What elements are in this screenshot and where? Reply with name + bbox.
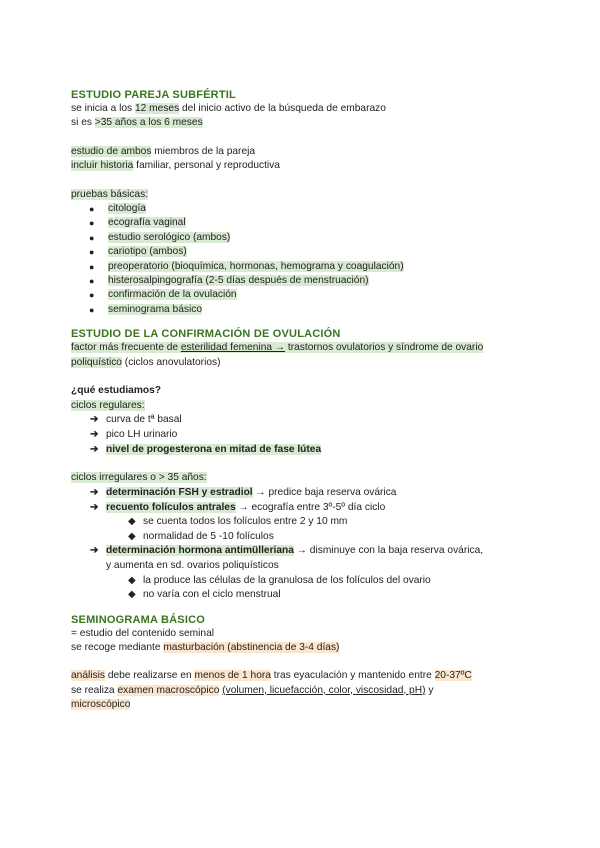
- list-item: ● estudio serológico (ambos): [71, 231, 551, 245]
- arrow-icon: ➔: [90, 443, 99, 455]
- list-item: ● cariotipo (ambos): [71, 245, 551, 259]
- bullet-icon: ●: [89, 276, 95, 287]
- pruebas-label: pruebas básicas:: [71, 188, 149, 200]
- question-heading: ¿qué estudiamos?: [71, 385, 162, 397]
- line-recoge: se recoge mediante masturbación (abstinencia de 3-4 días): [71, 641, 340, 653]
- bullet-icon: ●: [89, 204, 95, 215]
- line-microscopico: microscópico: [71, 699, 131, 711]
- line-examen: se realiza examen macroscópico (volumen, licuefacción, color, viscosidad, pH) y: [71, 684, 434, 696]
- diamond-bullet-icon: ◆: [128, 516, 136, 528]
- list-item: ● seminograma básico: [71, 303, 551, 317]
- list-item: ◆ no varía con el ciclo menstrual: [71, 588, 551, 602]
- list-item: ● citología: [71, 202, 551, 216]
- list-item: ➔ recuento folículos antrales → ecografía entre 3º-5º día ciclo: [71, 501, 551, 516]
- list-item: ● preoperatorio (bioquímica, hormonas, hemograma y coagulación): [71, 260, 551, 274]
- ciclos-regulares-label: ciclos regulares:: [71, 399, 145, 411]
- arrow-icon: ➔: [90, 428, 99, 440]
- section-title-ovulacion: ESTUDIO DE LA CONFIRMACIÓN DE OVULACIÓN: [71, 328, 341, 341]
- ciclos-irregulares-label: ciclos irregulares o > 35 años:: [71, 472, 207, 484]
- list-item: ● histerosalpingografía (2-5 días después de menstruación): [71, 274, 551, 288]
- line-inicio: se inicia a los 12 meses del inicio activo de la búsqueda de embarazo: [71, 103, 386, 114]
- bullet-icon: ●: [89, 247, 95, 258]
- line-contenido: = estudio del contenido seminal: [71, 627, 215, 639]
- pruebas-list: [71, 202, 551, 317]
- list-item: ◆ la produce las células de la granulosa de los folículos del ovario: [71, 574, 551, 588]
- list-item: ◆ normalidad de 5 -10 folículos: [71, 530, 551, 544]
- line-ambos: estudio de ambos miembros de la pareja: [71, 145, 256, 157]
- arrow-icon: ➔: [90, 501, 99, 513]
- list-item: ➔ determinación hormona antimülleriana → disminuye con la baja reserva ovárica,: [71, 544, 551, 559]
- diamond-bullet-icon: ◆: [128, 589, 136, 601]
- list-item: ● confirmación de la ovulación: [71, 288, 551, 302]
- bullet-icon: ●: [89, 232, 95, 243]
- line-mayor-35: si es >35 años a los 6 meses: [71, 117, 203, 129]
- line-analisis: análisis debe realizarse en menos de 1 hora tras eyaculación y mantenido entre 20-37ºC: [71, 670, 472, 682]
- list-item: ➔ determinación FSH y estradiol → predice baja reserva ovárica: [71, 486, 551, 501]
- line-historia: incluir historia familiar, personal y reproductiva: [71, 160, 280, 172]
- bullet-icon: ●: [89, 261, 95, 272]
- list-item: ➔ nivel de progesterona en mitad de fase lútea: [71, 443, 551, 458]
- section-title-pareja: ESTUDIO PAREJA SUBFÉRTIL: [71, 89, 236, 101]
- diamond-bullet-icon: ◆: [128, 574, 136, 586]
- bullet-icon: ●: [89, 218, 95, 229]
- arrow-icon: ➔: [90, 545, 99, 557]
- line-factor: factor más frecuente de esterilidad femenina → trastornos ovulatorios y síndrome de ovario: [71, 342, 484, 354]
- list-item: ◆ se cuenta todos los folículos entre 2 y 10 mm: [71, 515, 551, 529]
- bullet-icon: ●: [89, 290, 95, 301]
- document-page: [71, 88, 551, 713]
- list-item: ➔ curva de tª basal: [71, 413, 551, 428]
- list-item-continuation: y aumenta en sd. ovarios poliquísticos: [106, 559, 279, 571]
- section-title-seminograma: SEMINOGRAMA BÁSICO: [71, 613, 205, 626]
- list-item: ● ecografía vaginal: [71, 216, 551, 230]
- arrow-icon: ➔: [90, 486, 99, 498]
- list-item: ➔ pico LH urinario: [71, 428, 551, 443]
- line-poliquistico: poliquístico (ciclos anovulatorios): [71, 356, 221, 368]
- arrow-icon: ➔: [90, 413, 99, 425]
- bullet-icon: ●: [89, 304, 95, 315]
- diamond-bullet-icon: ◆: [128, 530, 136, 542]
